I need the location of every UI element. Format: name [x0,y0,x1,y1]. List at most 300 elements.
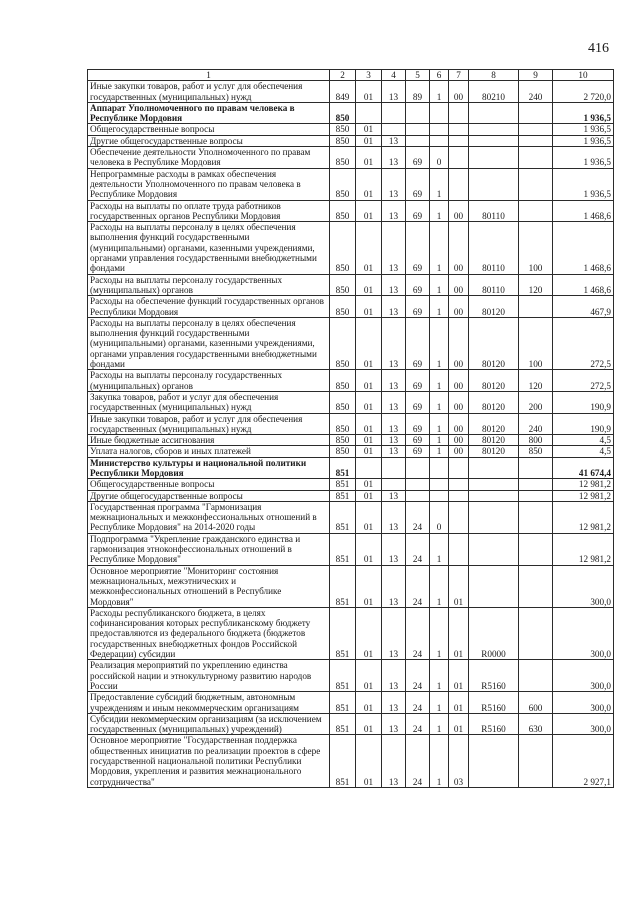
section-cell: 01 [356,135,382,146]
row-name-cell: Расходы на обеспечение функций государственных органов Республики Мордовия [88,296,330,318]
table-row [88,296,614,318]
subsection-cell: 13 [382,692,406,714]
admin-code-cell: 850 [330,296,356,318]
row-name-cell: Расходы на выплаты персоналу в целях обеспечения выполнения функций государственными (муниципальными) органами, казенными учреждениями, органами управления государственными внебюджетными фондами [88,317,330,369]
expense-direction-cell: 80110 [469,200,519,222]
expense-type-cell [519,501,553,533]
section-cell: 01 [356,200,382,222]
amount-cell: 272,5 [553,317,614,369]
program-cell: 69 [406,200,430,222]
expense-type-cell: 240 [519,81,553,103]
section-cell: 01 [356,391,382,413]
amount-cell: 300,0 [553,660,614,692]
subprogram-cell: 1 [430,446,449,457]
section-cell: 01 [356,607,382,659]
expense-type-cell [519,296,553,318]
expense-type-cell: 240 [519,413,553,435]
expense-type-cell [519,479,553,490]
subsection-cell: 13 [382,274,406,296]
row-name-cell: Аппарат Уполномоченного по правам человека в Республике Мордовия [88,102,330,124]
admin-code-cell: 851 [330,660,356,692]
expense-direction-cell: 80120 [469,296,519,318]
table-row [88,200,614,222]
amount-cell: 41 674,4 [553,457,614,479]
admin-code-cell: 850 [330,317,356,369]
amount-cell: 2 927,1 [553,735,614,787]
activity-cell [449,147,469,169]
activity-cell: 00 [449,317,469,369]
subprogram-cell: 1 [430,607,449,659]
amount-cell: 300,0 [553,565,614,607]
expense-direction-cell [469,168,519,200]
section-cell: 01 [356,222,382,274]
program-cell: 24 [406,735,430,787]
activity-cell: 00 [449,446,469,457]
activity-cell: 00 [449,413,469,435]
expense-direction-cell [469,457,519,479]
header-cell: 3 [356,70,382,81]
admin-code-cell: 850 [330,135,356,146]
table-row [88,565,614,607]
activity-cell: 00 [449,222,469,274]
admin-code-cell: 850 [330,435,356,446]
activity-cell: 00 [449,370,469,392]
row-name-cell: Реализация мероприятий по укреплению единства российской нации и этнокультурному развитию народов России [88,660,330,692]
row-name-cell: Иные закупки товаров, работ и услуг для обеспечения государственных (муниципальных) нужд [88,413,330,435]
amount-cell: 190,9 [553,413,614,435]
section-cell: 01 [356,735,382,787]
row-name-cell: Подпрограмма "Укрепление гражданского единства и гармонизация этноконфессиональных отношений в Республике Мордовия" [88,533,330,565]
amount-cell: 1 936,5 [553,124,614,135]
subsection-cell: 13 [382,200,406,222]
subsection-cell: 13 [382,607,406,659]
activity-cell: 00 [449,391,469,413]
admin-code-cell: 850 [330,413,356,435]
section-cell [356,457,382,479]
table-row [88,446,614,457]
table-row [88,413,614,435]
amount-cell: 12 981,2 [553,479,614,490]
table-row [88,607,614,659]
row-name-cell: Министерство культуры и национальной политики Республики Мордовия [88,457,330,479]
activity-cell: 00 [449,81,469,103]
table-row [88,317,614,369]
subsection-cell: 13 [382,222,406,274]
subsection-cell: 13 [382,81,406,103]
subsection-cell: 13 [382,533,406,565]
expense-type-cell: 100 [519,222,553,274]
admin-code-cell: 849 [330,81,356,103]
subsection-cell: 13 [382,435,406,446]
subprogram-cell: 0 [430,501,449,533]
program-cell: 24 [406,501,430,533]
activity-cell [449,102,469,124]
table-row [88,168,614,200]
admin-code-cell: 851 [330,735,356,787]
row-name-cell: Субсидии некоммерческим организациям (за исключением государственных (муниципальных) учреждений) [88,713,330,735]
amount-cell: 1 936,5 [553,168,614,200]
expense-direction-cell: 80110 [469,222,519,274]
program-cell: 69 [406,168,430,200]
activity-cell [449,490,469,501]
program-cell: 69 [406,391,430,413]
subsection-cell: 13 [382,147,406,169]
budget-table [87,69,614,788]
header-cell: 10 [553,70,614,81]
table-row [88,124,614,135]
program-cell [406,135,430,146]
section-cell: 01 [356,692,382,714]
expense-direction-cell: 80120 [469,391,519,413]
admin-code-cell: 850 [330,391,356,413]
table-row [88,391,614,413]
subsection-cell [382,102,406,124]
row-name-cell: Иные закупки товаров, работ и услуг для обеспечения государственных (муниципальных) нужд [88,81,330,103]
expense-direction-cell [469,501,519,533]
program-cell [406,490,430,501]
admin-code-cell: 850 [330,147,356,169]
expense-type-cell: 800 [519,435,553,446]
subsection-cell: 13 [382,370,406,392]
admin-code-cell: 850 [330,200,356,222]
row-name-cell: Непрограммные расходы в рамках обеспечения деятельности Уполномоченного по правам человека в Республике Мордовия [88,168,330,200]
admin-code-cell: 851 [330,501,356,533]
subprogram-cell [430,490,449,501]
expense-direction-cell [469,490,519,501]
subprogram-cell: 1 [430,533,449,565]
expense-direction-cell [469,735,519,787]
amount-cell: 12 981,2 [553,501,614,533]
amount-cell: 272,5 [553,370,614,392]
program-cell [406,124,430,135]
program-cell: 24 [406,660,430,692]
expense-type-cell: 120 [519,274,553,296]
section-cell: 01 [356,124,382,135]
subsection-cell: 13 [382,317,406,369]
activity-cell [449,501,469,533]
section-cell: 01 [356,446,382,457]
program-cell: 89 [406,81,430,103]
activity-cell [449,533,469,565]
expense-direction-cell: R5160 [469,692,519,714]
program-cell: 69 [406,446,430,457]
expense-type-cell [519,124,553,135]
table-row [88,490,614,501]
row-name-cell: Обеспечение деятельности Уполномоченного по правам человека в Республике Мордовия [88,147,330,169]
expense-type-cell [519,135,553,146]
subprogram-cell: 1 [430,200,449,222]
subsection-cell: 13 [382,446,406,457]
expense-type-cell [519,168,553,200]
admin-code-cell: 851 [330,479,356,490]
header-cell: 5 [406,70,430,81]
admin-code-cell: 851 [330,565,356,607]
subsection-cell: 13 [382,735,406,787]
subprogram-cell: 1 [430,370,449,392]
expense-direction-cell [469,479,519,490]
expense-type-cell [519,147,553,169]
expense-direction-cell [469,147,519,169]
expense-direction-cell [469,135,519,146]
expense-direction-cell [469,124,519,135]
table-row [88,457,614,479]
row-name-cell: Общегосударственные вопросы [88,124,330,135]
activity-cell: 00 [449,435,469,446]
table-row [88,222,614,274]
table-row [88,147,614,169]
expense-direction-cell: R5160 [469,713,519,735]
program-cell [406,102,430,124]
subprogram-cell: 1 [430,81,449,103]
section-cell: 01 [356,317,382,369]
expense-type-cell [519,490,553,501]
activity-cell: 00 [449,200,469,222]
admin-code-cell: 850 [330,168,356,200]
row-name-cell: Расходы на выплаты персоналу государственных (муниципальных) органов [88,274,330,296]
program-cell: 69 [406,317,430,369]
table-row [88,370,614,392]
amount-cell: 190,9 [553,391,614,413]
activity-cell [449,457,469,479]
subsection-cell: 13 [382,565,406,607]
subsection-cell: 13 [382,713,406,735]
subsection-cell: 13 [382,391,406,413]
program-cell: 69 [406,222,430,274]
table-row [88,735,614,787]
amount-cell: 467,9 [553,296,614,318]
subprogram-cell: 1 [430,713,449,735]
activity-cell: 01 [449,607,469,659]
expense-type-cell [519,457,553,479]
row-name-cell: Другие общегосударственные вопросы [88,135,330,146]
subprogram-cell: 1 [430,274,449,296]
row-name-cell: Расходы на выплаты по оплате труда работников государственных органов Республики Мордовия [88,200,330,222]
program-cell: 24 [406,533,430,565]
expense-type-cell: 200 [519,391,553,413]
amount-cell: 1 468,6 [553,274,614,296]
subprogram-cell: 1 [430,660,449,692]
amount-cell: 4,5 [553,435,614,446]
admin-code-cell: 850 [330,102,356,124]
amount-cell: 1 468,6 [553,222,614,274]
admin-code-cell: 851 [330,490,356,501]
subprogram-cell: 1 [430,565,449,607]
expense-type-cell: 630 [519,713,553,735]
activity-cell: 01 [449,660,469,692]
subsection-cell: 13 [382,296,406,318]
program-cell: 69 [406,274,430,296]
amount-cell: 1 468,6 [553,200,614,222]
subprogram-cell: 0 [430,147,449,169]
header-cell: 9 [519,70,553,81]
subprogram-cell: 1 [430,317,449,369]
activity-cell [449,479,469,490]
program-cell: 24 [406,692,430,714]
section-cell: 01 [356,565,382,607]
activity-cell: 01 [449,713,469,735]
row-name-cell: Предоставление субсидий бюджетным, автономным учреждениям и иным некоммерческим организациям [88,692,330,714]
page-number: 416 [588,41,609,56]
section-cell: 01 [356,435,382,446]
amount-cell: 300,0 [553,607,614,659]
program-cell: 69 [406,435,430,446]
row-name-cell: Расходы на выплаты персоналу государственных (муниципальных) органов [88,370,330,392]
expense-type-cell [519,533,553,565]
expense-type-cell [519,102,553,124]
section-cell: 01 [356,660,382,692]
subprogram-cell: 1 [430,435,449,446]
subsection-cell: 13 [382,168,406,200]
subsection-cell: 13 [382,501,406,533]
section-cell: 01 [356,296,382,318]
activity-cell: 01 [449,565,469,607]
activity-cell: 01 [449,692,469,714]
section-cell: 01 [356,533,382,565]
amount-cell: 300,0 [553,713,614,735]
row-name-cell: Расходы на выплаты персоналу в целях обеспечения выполнения функций государственными (муниципальными) органами, казенными учреждениями, органами управления государственными внебюджетными фондами [88,222,330,274]
admin-code-cell: 851 [330,457,356,479]
section-cell [356,102,382,124]
activity-cell [449,135,469,146]
admin-code-cell: 850 [330,446,356,457]
activity-cell: 00 [449,296,469,318]
row-name-cell: Закупка товаров, работ и услуг для обеспечения государственных (муниципальных) нужд [88,391,330,413]
section-cell: 01 [356,81,382,103]
expense-direction-cell: 80120 [469,317,519,369]
subprogram-cell [430,457,449,479]
row-name-cell: Другие общегосударственные вопросы [88,490,330,501]
program-cell [406,479,430,490]
expense-direction-cell [469,102,519,124]
admin-code-cell: 850 [330,124,356,135]
subprogram-cell: 1 [430,296,449,318]
activity-cell [449,124,469,135]
amount-cell: 1 936,5 [553,135,614,146]
activity-cell: 03 [449,735,469,787]
subprogram-cell: 1 [430,413,449,435]
admin-code-cell: 851 [330,692,356,714]
subsection-cell [382,479,406,490]
program-cell: 69 [406,296,430,318]
admin-code-cell: 850 [330,222,356,274]
table-row [88,435,614,446]
expense-direction-cell: R0000 [469,607,519,659]
expense-type-cell: 600 [519,692,553,714]
table-row [88,692,614,714]
section-cell: 01 [356,490,382,501]
expense-direction-cell [469,565,519,607]
header-cell: 2 [330,70,356,81]
row-name-cell: Основное мероприятие "Мониторинг состояния межнациональных, межэтнических и межконфессиональных отношений в Республике Мордовия" [88,565,330,607]
header-cell: 4 [382,70,406,81]
section-cell: 01 [356,274,382,296]
expense-type-cell [519,200,553,222]
row-name-cell: Общегосударственные вопросы [88,479,330,490]
amount-cell: 1 936,5 [553,147,614,169]
admin-code-cell: 851 [330,607,356,659]
expense-type-cell [519,565,553,607]
subsection-cell: 13 [382,413,406,435]
expense-direction-cell [469,533,519,565]
table-row [88,501,614,533]
activity-cell [449,168,469,200]
section-cell: 01 [356,168,382,200]
table-row [88,274,614,296]
table-row [88,713,614,735]
section-cell: 01 [356,479,382,490]
section-cell: 01 [356,370,382,392]
expense-type-cell: 850 [519,446,553,457]
table-row [88,135,614,146]
admin-code-cell: 850 [330,274,356,296]
expense-direction-cell: 80120 [469,435,519,446]
program-cell: 69 [406,147,430,169]
subprogram-cell [430,135,449,146]
admin-code-cell: 851 [330,713,356,735]
expense-type-cell: 120 [519,370,553,392]
program-cell: 24 [406,607,430,659]
expense-type-cell [519,607,553,659]
table-row [88,660,614,692]
expense-type-cell: 100 [519,317,553,369]
subprogram-cell [430,102,449,124]
subprogram-cell: 1 [430,168,449,200]
section-cell: 01 [356,713,382,735]
expense-direction-cell: 80120 [469,413,519,435]
section-cell: 01 [356,413,382,435]
table-row [88,81,614,103]
section-cell: 01 [356,147,382,169]
subprogram-cell [430,124,449,135]
row-name-cell: Государственная программа "Гармонизация межнациональных и межконфессиональных отношений в Республике Мордовия" на 2014-2020 годы [88,501,330,533]
section-cell: 01 [356,501,382,533]
subprogram-cell: 1 [430,222,449,274]
row-name-cell: Уплата налогов, сборов и иных платежей [88,446,330,457]
row-name-cell: Расходы республиканского бюджета, в целях софинансирования которых республиканскому бюджету предоставляются из федерального бюджета (бюджетов государственных внебюджетных фондов Российской Федерации) субсидии [88,607,330,659]
program-cell: 69 [406,370,430,392]
row-name-cell: Иные бюджетные ассигнования [88,435,330,446]
expense-type-cell [519,735,553,787]
expense-direction-cell: 80120 [469,370,519,392]
amount-cell: 12 981,2 [553,490,614,501]
header-cell: 6 [430,70,449,81]
table-header-row [88,70,614,81]
subsection-cell [382,457,406,479]
subsection-cell: 13 [382,135,406,146]
activity-cell: 00 [449,274,469,296]
admin-code-cell: 851 [330,533,356,565]
amount-cell: 1 936,5 [553,102,614,124]
table-row [88,102,614,124]
amount-cell: 4,5 [553,446,614,457]
expense-direction-cell: R5160 [469,660,519,692]
admin-code-cell: 850 [330,370,356,392]
subprogram-cell: 1 [430,391,449,413]
subprogram-cell: 1 [430,692,449,714]
program-cell: 24 [406,713,430,735]
header-cell: 8 [469,70,519,81]
row-name-cell: Основное мероприятие "Государственная поддержка общественных инициатив по реализации проектов в сфере государственной национальной политики Республики Мордовия, укрепления и развития межнационального сотрудничества" [88,735,330,787]
subsection-cell: 13 [382,660,406,692]
amount-cell: 300,0 [553,692,614,714]
subsection-cell [382,124,406,135]
subprogram-cell [430,479,449,490]
subprogram-cell: 1 [430,735,449,787]
table-row [88,533,614,565]
table-row [88,479,614,490]
program-cell [406,457,430,479]
amount-cell: 12 981,2 [553,533,614,565]
